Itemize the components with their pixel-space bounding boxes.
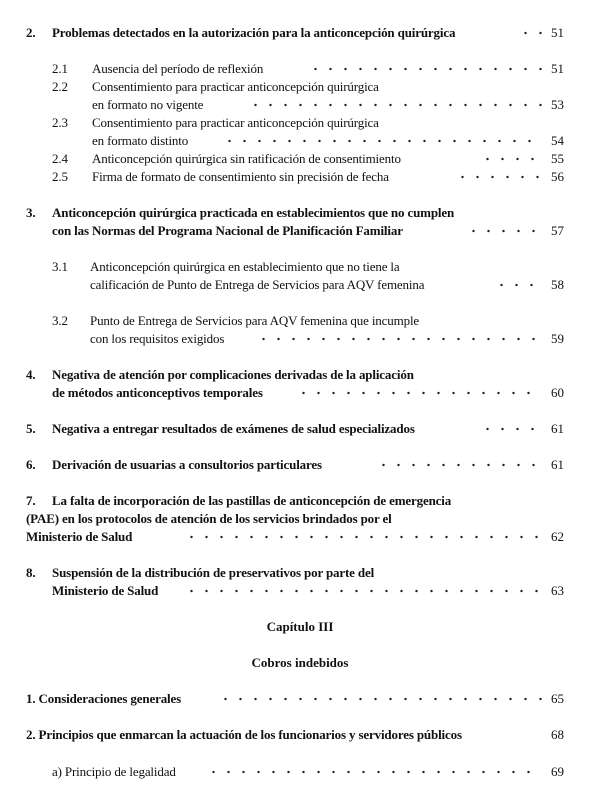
toc-entry-title: de métodos anticonceptivos temporales	[52, 385, 263, 400]
toc-page-number: 53	[551, 97, 564, 112]
toc-entry-title: Negativa a entregar resultados de exámenes de salud especializados	[52, 421, 415, 436]
toc-entry-4-cont[interactable]	[0, 383, 600, 403]
toc-entry-3-2[interactable]	[0, 311, 600, 331]
toc-page-number: 59	[551, 331, 564, 346]
dot-leader	[376, 458, 542, 472]
toc-entry-3-1[interactable]	[0, 257, 600, 277]
toc-entry-title: 1. Consideraciones generales	[26, 691, 182, 706]
toc-entry-title: Consentimiento para practicar anticoncepción quirúrgica	[92, 79, 379, 94]
toc-entry-number: 6.	[26, 457, 36, 472]
toc-entry-title: con los requisitos exigidos	[90, 331, 225, 346]
toc-entry-number: 2.3	[52, 115, 68, 130]
dot-leader	[494, 278, 542, 292]
toc-entry-2[interactable]	[0, 23, 600, 43]
toc-entry-title: 2. Principios que enmarcan la actuación de los funcionarios y servidores públicos	[26, 727, 462, 742]
dot-leader	[466, 224, 542, 238]
toc-page-number: 54	[551, 133, 564, 148]
toc-entry-number: 2.2	[52, 79, 68, 94]
dot-leader	[218, 692, 542, 706]
toc-entry-8[interactable]	[0, 563, 600, 583]
toc-entry-title: Ausencia del período de reflexión	[92, 61, 264, 76]
toc-page-number: 63	[551, 583, 564, 598]
toc-page-number: 56	[551, 169, 564, 184]
toc-entry-number: 3.	[26, 205, 36, 220]
toc-page-number: 57	[551, 223, 564, 238]
toc-entry-2-1[interactable]	[0, 59, 600, 79]
toc-entry-title: con las Normas del Programa Nacional de Planificación Familiar	[52, 223, 403, 238]
dot-leader	[184, 584, 542, 598]
toc-entry-title: Anticoncepción quirúrgica practicada en establecimientos que no cumplen	[52, 205, 455, 220]
toc-entry-3[interactable]	[0, 203, 600, 223]
dot-leader	[480, 422, 542, 436]
toc-entry-4[interactable]	[0, 365, 600, 385]
toc-entry-title: Derivación de usuarias a consultorios particulares	[52, 457, 322, 472]
toc-entry-2-3[interactable]	[0, 113, 600, 133]
toc-entry-title: Ministerio de Salud	[52, 583, 159, 598]
dot-leader	[308, 62, 542, 76]
toc-entry-title: a) Principio de legalidad	[52, 764, 176, 779]
toc-entry-2-2-cont[interactable]	[0, 95, 600, 115]
toc-entry-2-2[interactable]	[0, 77, 600, 97]
toc-page-number: 51	[551, 25, 564, 40]
toc-page-number: 58	[551, 277, 564, 292]
toc-entry-2-5[interactable]	[0, 167, 600, 187]
toc-entry-title: Firma de formato de consentimiento sin precisión de fecha	[92, 169, 389, 184]
toc-page-number: 65	[551, 691, 564, 706]
toc-entry-number: 3.1	[52, 259, 68, 274]
toc-entry-number: 2.5	[52, 169, 68, 184]
dot-leader	[256, 332, 542, 346]
toc-entry-title: Punto de Entrega de Servicios para AQV femenina que incumple	[90, 313, 420, 328]
toc-entry-consideraciones[interactable]	[0, 689, 600, 709]
dot-leader	[206, 765, 542, 779]
toc-entry-number: 3.2	[52, 313, 68, 328]
toc-entry-title: (PAE) en los protocolos de atención de los servicios brindados por el	[26, 511, 392, 526]
toc-entry-number: 5.	[26, 421, 36, 436]
toc-page-number: 68	[551, 727, 564, 742]
toc-page-number: 55	[551, 151, 564, 166]
toc-entry-title: La falta de incorporación de las pastillas de anticoncepción de emergencia	[52, 493, 452, 508]
toc-page-number: 69	[551, 764, 564, 779]
dot-leader	[480, 152, 542, 166]
toc-entry-8-cont[interactable]	[0, 581, 600, 601]
toc-entry-number: 7.	[26, 493, 36, 508]
toc-entry-6[interactable]	[0, 455, 600, 475]
toc-entry-number: 2.	[26, 25, 36, 40]
toc-page-number: 60	[551, 385, 564, 400]
dot-leader	[248, 98, 542, 112]
toc-entry-7[interactable]	[0, 491, 600, 511]
toc-entry-title: en formato distinto	[92, 133, 189, 148]
toc-entry-2-4[interactable]	[0, 149, 600, 169]
chapter-title: Cobros indebidos	[251, 655, 349, 670]
dot-leader	[518, 26, 542, 40]
dot-leader	[455, 170, 542, 184]
toc-page-number: 61	[551, 421, 564, 436]
toc-entry-principios[interactable]	[0, 725, 600, 745]
toc-entry-title: Ministerio de Salud	[26, 529, 133, 544]
toc-entry-title: Consentimiento para practicar anticoncepción quirúrgica	[92, 115, 379, 130]
toc-entry-title: Problemas detectados en la autorización para la anticoncepción quirúrgica	[52, 25, 456, 40]
toc-entry-legalidad[interactable]	[0, 762, 600, 782]
toc-entry-5[interactable]	[0, 419, 600, 439]
dot-leader	[222, 134, 542, 148]
toc-entry-title: Anticoncepción quirúrgica sin ratificación de consentimiento	[92, 151, 401, 166]
toc-entry-number: 2.1	[52, 61, 68, 76]
toc-entry-7-cont-2[interactable]	[0, 527, 600, 547]
toc-entry-title: Anticoncepción quirúrgica en establecimiento que no tiene la	[90, 259, 400, 274]
toc-page-number: 61	[551, 457, 564, 472]
toc-entry-3-2-cont[interactable]	[0, 329, 600, 349]
toc-entry-number: 4.	[26, 367, 36, 382]
toc-entry-title: calificación de Punto de Entrega de Servicios para AQV femenina	[90, 277, 425, 292]
toc-entry-title: en formato no vigente	[92, 97, 204, 112]
toc-entry-3-cont[interactable]	[0, 221, 600, 241]
chapter-label: Capítulo III	[266, 619, 334, 634]
toc-entry-7-cont-1[interactable]	[0, 509, 600, 529]
toc-entry-title: Suspensión de la distribución de preservativos por parte del	[52, 565, 375, 580]
toc-entry-number: 8.	[26, 565, 36, 580]
toc-entry-3-1-cont[interactable]	[0, 275, 600, 295]
dot-leader	[296, 386, 542, 400]
toc-page-number: 62	[551, 529, 564, 544]
toc-entry-number: 2.4	[52, 151, 68, 166]
toc-page-number: 51	[551, 61, 564, 76]
toc-entry-title: Negativa de atención por complicaciones derivadas de la aplicación	[52, 367, 414, 382]
dot-leader	[184, 530, 542, 544]
toc-entry-2-3-cont[interactable]	[0, 131, 600, 151]
